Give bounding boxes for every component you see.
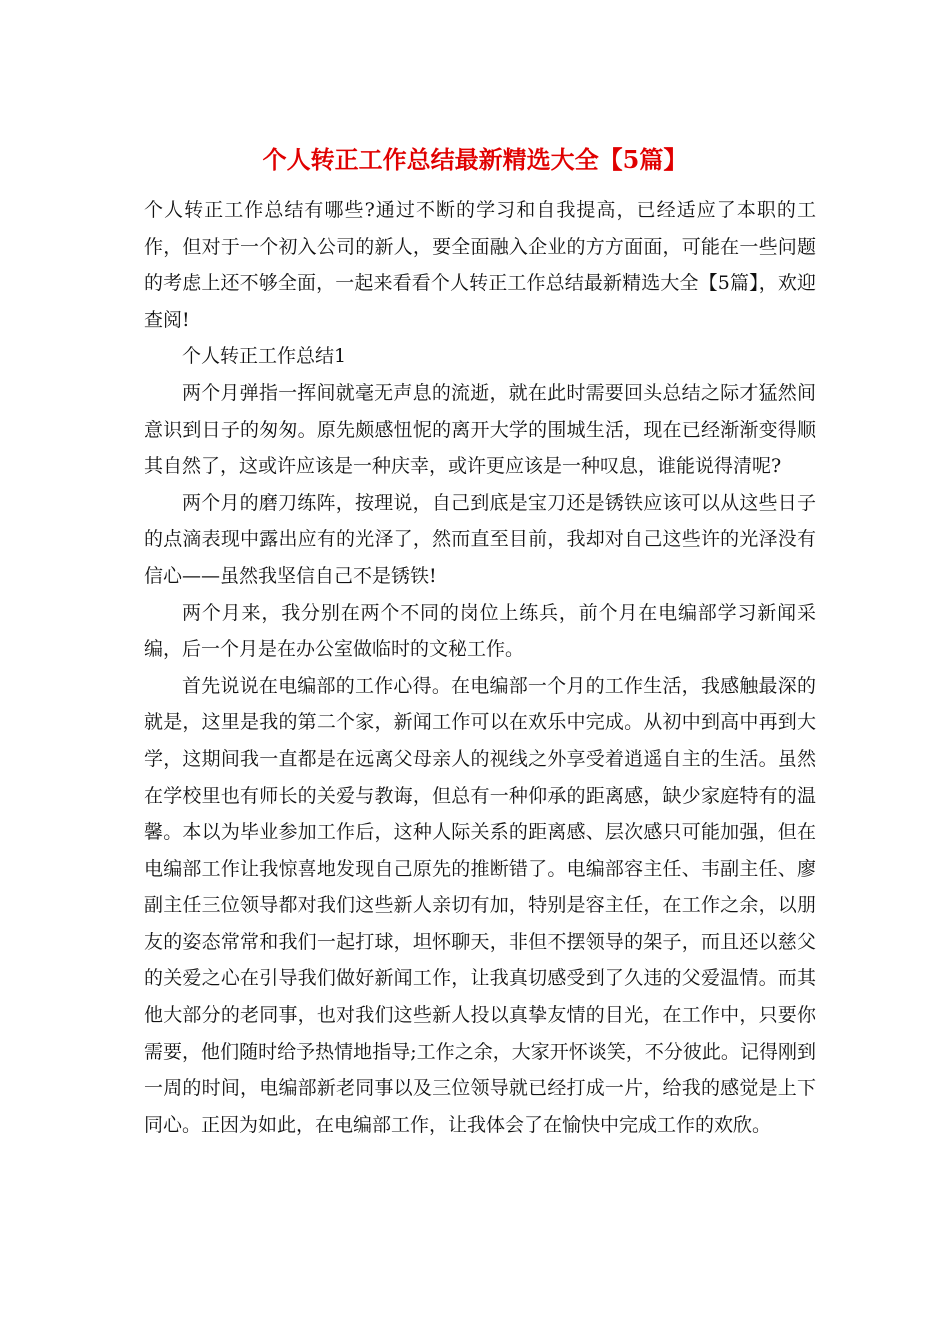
body-paragraph: 两个月弹指一挥间就毫无声息的流逝，就在此时需要回头总结之际才猛然间意识到日子的匆匆。原先颇感忸怩的离开大学的围城生活，现在已经渐渐变得顺其自然了，这或许应该是一种庆幸，或许更应该是一种叹息，谁能说得清呢?: [144, 381, 816, 478]
document-body: [144, 192, 816, 1143]
document-title: 个人转正工作总结最新精选大全【5篇】: [262, 145, 688, 174]
body-paragraph: 首先说说在电编部的工作心得。在电编部一个月的工作生活，我感触最深的就是，这里是我的第二个家，新闻工作可以在欢乐中完成。从初中到高中再到大学，这期间我一直都是在远离父母亲人的视线之外享受着逍遥自主的生活。虽然在学校里也有师长的关爱与教诲，但总有一种仰承的距离感，缺少家庭特有的温馨。本以为毕业参加工作后，这种人际关系的距离感、层次感只可能加强，但在电编部工作让我惊喜地发现自己原先的推断错了。电编部容主任、韦副主任、廖副主任三位领导都对我们这些新人亲切有加，特别是容主任，在工作之余，以朋友的姿态常常和我们一起打球，坦怀聊天，非但不摆领导的架子，而且还以慈父的关爱之心在引导我们做好新闻工作，让我真切感受到了久违的父爱温情。而其他大部分的老同事，也对我们这些新人投以真挚友情的目光，在工作中，只要你需要，他们随时给予热情地指导;工作之余，大家开怀谈笑，不分彼此。记得刚到一周的时间，电编部新老同事以及三位领导就已经打成一片，给我的感觉是上下同心。正因为如此，在电编部工作，让我体会了在愉快中完成工作的欢欣。: [144, 674, 816, 1136]
body-paragraph: 两个月来，我分别在两个不同的岗位上练兵，前个月在电编部学习新闻采编，后一个月是在办公室做临时的文秘工作。: [144, 601, 816, 661]
intro-paragraph: 个人转正工作总结有哪些?通过不断的学习和自我提高，已经适应了本职的工作，但对于一个初入公司的新人，要全面融入企业的方方面面，可能在一些问题的考虑上还不够全面，一起来看看个人转正工作总结最新精选大全【5篇】，欢迎查阅!: [144, 199, 816, 331]
body-paragraph: 两个月的磨刀练阵，按理说，自己到底是宝刀还是锈铁应该可以从这些日子的点滴表现中露出应有的光泽了，然而直至目前，我却对自己这些许的光泽没有信心——虽然我坚信自己不是锈铁!: [144, 491, 816, 587]
section-heading: 个人转正工作总结1: [182, 345, 347, 368]
